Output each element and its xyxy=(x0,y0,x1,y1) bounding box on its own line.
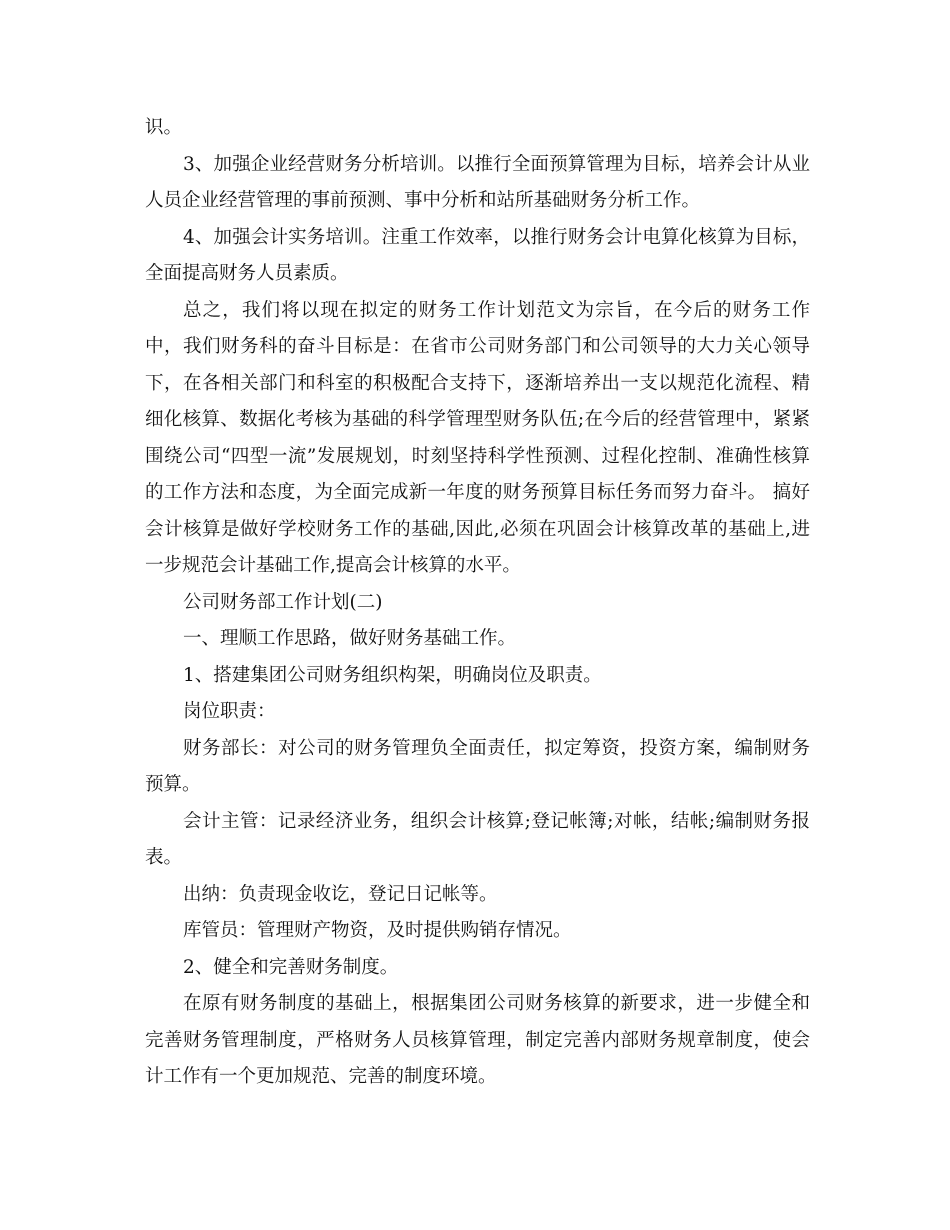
paragraph-item-4-training: 4、加强会计实务培训。注重工作效率，以推行财务会计电算化核算为目标，全面提高财务人员素质。 xyxy=(145,226,810,284)
paragraph-item-1-structure: 1、搭建集团公司财务组织构架，明确岗位及职责。 xyxy=(183,664,602,686)
paragraph-continuation: 识。 xyxy=(145,117,183,138)
paragraph-duty-cashier: 出纳：负责现金收讫，登记日记帐等。 xyxy=(183,883,498,905)
paragraph-duty-finance-head: 财务部长：对公司的财务管理负全面责任，拟定筹资，投资方案，编制财务预算。 xyxy=(145,737,810,795)
paragraph-item-3-training: 3、加强企业经营财务分析培训。以推行全面预算管理为目标，培养会计从业人员企业经营管理的事前预测、事中分析和站所基础财务分析工作。 xyxy=(145,153,810,211)
subheading-1: 一、理顺工作思路，做好财务基础工作。 xyxy=(183,628,517,649)
document-body xyxy=(145,110,810,1096)
paragraph-label-duties: 岗位职责： xyxy=(183,701,276,722)
paragraph-system-improvement: 在原有财务制度的基础上，根据集团公司财务核算的新要求，进一步健全和完善财务管理制度，严格财务人员核算管理，制定完善内部财务规章制度，使会计工作有一个更加规范、完善的制度环境。 xyxy=(145,993,810,1087)
paragraph-duty-warehouse-keeper: 库管员：管理财产物资，及时提供购销存情况。 xyxy=(183,920,572,941)
section-heading-plan-2: 公司财务部工作计划(二) xyxy=(183,591,383,613)
paragraph-duty-accounting-supervisor: 会计主管：记录经济业务，组织会计核算;登记帐簿;对帐，结帐;编制财务报表。 xyxy=(145,810,810,868)
paragraph-summary: 总之，我们将以现在拟定的财务工作计划范文为宗旨，在今后的财务工作中，我们财务科的奋斗目标是：在省市公司财务部门和公司领导的大力关心领导下，在各相关部门和科室的积极配合支持下，逐渐培养出一支以规范化流程、精细化核算、数据化考核为基础的科学管理型财务队伍;在今后的经营管理中，紧紧围绕公司“四型一流”发展规划，时刻坚持科学性预测、过程化控制、准确性核算的工作方法和态度，为全面完成新一年度的财务预算目标任务而努力奋斗。 搞好会计核算是做好学校财务工作的基础,因此,必须在巩固会计核算改革的基础上,进一步规范会计基础工作,提高会计核算的水平。 xyxy=(145,299,810,576)
paragraph-item-2-system: 2、健全和完善财务制度。 xyxy=(183,956,399,978)
